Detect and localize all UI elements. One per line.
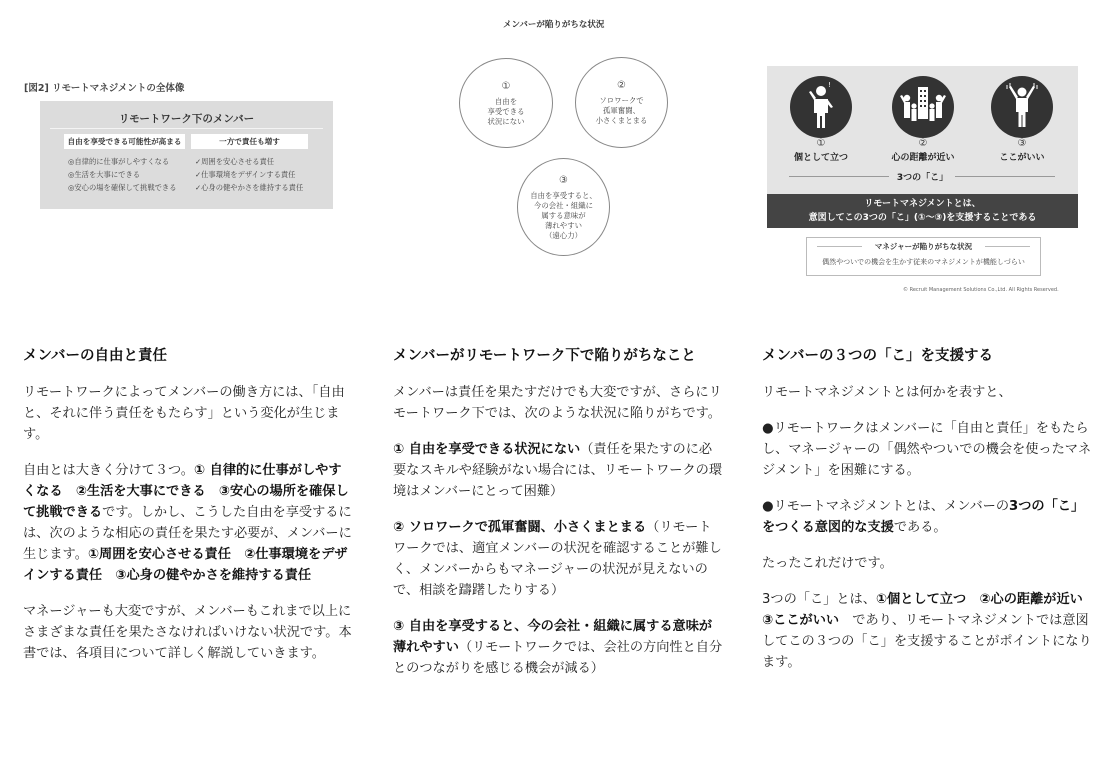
figure1-left-item: ◎安心の場を確保して挑戦できる bbox=[68, 183, 177, 192]
column-remote-pitfalls bbox=[393, 346, 723, 694]
figure1-right-list bbox=[195, 155, 303, 194]
text: ●リモートマネジメントとは、メンバーの bbox=[762, 499, 1010, 514]
pitfall-item bbox=[393, 517, 723, 601]
ko-number: ② bbox=[918, 138, 928, 149]
circle-number: ① bbox=[501, 80, 511, 92]
circle-line: 自由を享受すると、 bbox=[530, 190, 597, 200]
pitfall-item bbox=[393, 616, 723, 679]
circle-line: （遠心力） bbox=[545, 230, 582, 240]
copyright: © Recruit Management Solutions Co.,Ltd. All Rights Reserved. bbox=[903, 287, 1059, 293]
situation-circle-1 bbox=[459, 58, 553, 148]
circle-line: 孤軍奮闘、 bbox=[603, 106, 640, 115]
svg-text:!: ! bbox=[828, 81, 831, 89]
bold-text: 3つの「こ」をつくる意図的な支援 bbox=[762, 499, 1085, 535]
column-freedom-responsibility bbox=[23, 346, 353, 679]
paragraph: たったこれだけです。 bbox=[762, 556, 893, 571]
definition-line: 意図してこの3つの「こ」(①～③)を支援することである bbox=[808, 213, 1037, 223]
figure2-title: メンバーが陥りがちな状況 bbox=[503, 20, 605, 30]
bold-text: ①個として立つ ②心の距離が近い ③ここがいい bbox=[762, 592, 1097, 628]
circle-line: ソロワークで bbox=[599, 96, 644, 105]
figure1-left-list bbox=[68, 155, 177, 194]
people-building-icon bbox=[892, 76, 954, 138]
circle-line: 今の会社・組織に bbox=[533, 200, 594, 210]
paragraph: ●リモートワークはメンバーに「自由と責任」をもたらし、マネージャーの「偶然やついでの機会を使ったマネジメント」を困難にする。 bbox=[762, 421, 1092, 478]
pitfall-item bbox=[393, 439, 723, 502]
paragraph: メンバーは責任を果たすだけでも大変ですが、さらにリモートワーク下では、次のような状況に陥りがちです。 bbox=[393, 385, 722, 421]
circle-line: 享受できる bbox=[487, 106, 525, 116]
text: （責任を果たすのに必要なスキルや経験がない場合には、リモートワークの環境はメンバーにとって困難） bbox=[393, 442, 723, 499]
paragraph: マネージャーも大変ですが、メンバーもこれまで以上にさまざまな責任を果たさなければいけない状況です。本書では、各項目について詳しく解説していきます。 bbox=[23, 604, 352, 661]
paragraph: リモートワークによってメンバーの働き方には、「自由と、それに伴う責任をもたらす」という変化が生じます。 bbox=[23, 385, 345, 442]
section-heading: メンバーの自由と責任 bbox=[23, 348, 167, 364]
manager-situation-title: マネジャーが陥りがちな状況 bbox=[874, 242, 973, 251]
figure1-right-item: ✓周囲を安心させる責任 bbox=[195, 157, 275, 166]
section-heading: メンバーの３つの「こ」を支援する bbox=[762, 348, 993, 364]
paragraph bbox=[23, 460, 353, 586]
text: （リモートワークでは、会社の方向性と自分とのつながりを感じる機会が減る） bbox=[393, 640, 723, 676]
cheering-person-icon bbox=[991, 76, 1053, 138]
ko-number: ① bbox=[816, 138, 826, 149]
figure1-title: リモートワーク下のメンバー bbox=[118, 113, 255, 125]
figure1-left-item: ◎生活を大事にできる bbox=[68, 170, 141, 179]
figure1-left-header: 自由を享受できる可能性が高まる bbox=[64, 134, 185, 149]
definition-banner bbox=[767, 194, 1078, 228]
text: である。 bbox=[893, 520, 947, 535]
circle-line: 薄れやすい bbox=[545, 220, 582, 230]
ko-caption: 心の距離が近い bbox=[891, 153, 955, 163]
figure1-right-item: ✓仕事環境をデザインする責任 bbox=[195, 170, 296, 179]
figure3-panel bbox=[767, 66, 1078, 228]
figure1-right-header: 一方で責任も増す bbox=[191, 134, 308, 149]
circle-number: ③ bbox=[559, 174, 568, 186]
circle-line: 状況にない bbox=[487, 116, 525, 126]
bold-text: ③ 自由を享受すると、今の会社・組織に属する意味が薄れやすい bbox=[393, 619, 713, 655]
section-heading: メンバーがリモートワーク下で陥りがちなこと bbox=[393, 348, 696, 364]
situation-circle-3 bbox=[517, 158, 610, 256]
three-ko-label: 3つの「こ」 bbox=[896, 173, 949, 183]
bold-text: ② ソロワークで孤軍奮闘、小さくまとまる bbox=[393, 520, 647, 535]
figure1-right-item: ✓心身の健やかさを維持する責任 bbox=[195, 183, 304, 192]
paragraph bbox=[762, 589, 1097, 673]
ko-number: ③ bbox=[1017, 138, 1027, 149]
manager-situation-box bbox=[806, 237, 1041, 276]
bold-text: ① 自由を享受できる状況にない bbox=[393, 442, 581, 457]
paragraph bbox=[762, 496, 1092, 538]
ko-caption: ここがいい bbox=[999, 153, 1045, 163]
column-three-ko bbox=[762, 346, 1097, 688]
bold-text: ①周囲を安心させる責任 ②仕事環境をデザインする責任 ③心身の健やかさを維持する責任 bbox=[23, 547, 348, 583]
circle-line: 自由を bbox=[494, 96, 518, 106]
definition-line: リモートマネジメントとは、 bbox=[864, 199, 981, 209]
ko-caption: 個として立つ bbox=[793, 153, 848, 163]
figure1-label: [図2] リモートマネジメントの全体像 bbox=[24, 83, 185, 94]
text: 自由とは大きく分けて３つ。 bbox=[23, 463, 194, 478]
text: （リモートワークでは、適宜メンバーの状況を確認することが難しく、メンバーからもマネージャーの状況が見えないので、相談を躊躇したりする） bbox=[393, 520, 722, 598]
circle-line: 小さくまとまる bbox=[595, 116, 648, 125]
situation-circle-2 bbox=[575, 57, 668, 148]
paragraph: リモートマネジメントとは何かを表すと、 bbox=[762, 385, 1012, 400]
text: 3つの「こ」とは、 bbox=[762, 592, 876, 607]
manager-situation-text: 偶然やついでの機会を生かす従来のマネジメントが機能しづらい bbox=[822, 258, 1025, 266]
circle-line: 属する意味が bbox=[541, 210, 586, 220]
figure1-left-item: ◎自律的に仕事がしやすくなる bbox=[68, 157, 170, 166]
standing-person-icon bbox=[790, 76, 852, 138]
text: であり、リモートマネジメントでは意図してこの３つの「こ」を支援することがポイントになります。 bbox=[762, 613, 1092, 670]
figure1-divider bbox=[50, 128, 323, 129]
circle-number: ② bbox=[617, 80, 626, 91]
text: です。しかし、こうした自由を享受するには、次のような相応の責任を果たす必要が、メンバーに生じます。 bbox=[23, 505, 352, 562]
figure1-panel bbox=[40, 101, 333, 209]
bold-text: ① 自律的に仕事がしやすくなる ②生活を大事にできる ③安心の場所を確保して挑戦できる bbox=[23, 463, 349, 520]
